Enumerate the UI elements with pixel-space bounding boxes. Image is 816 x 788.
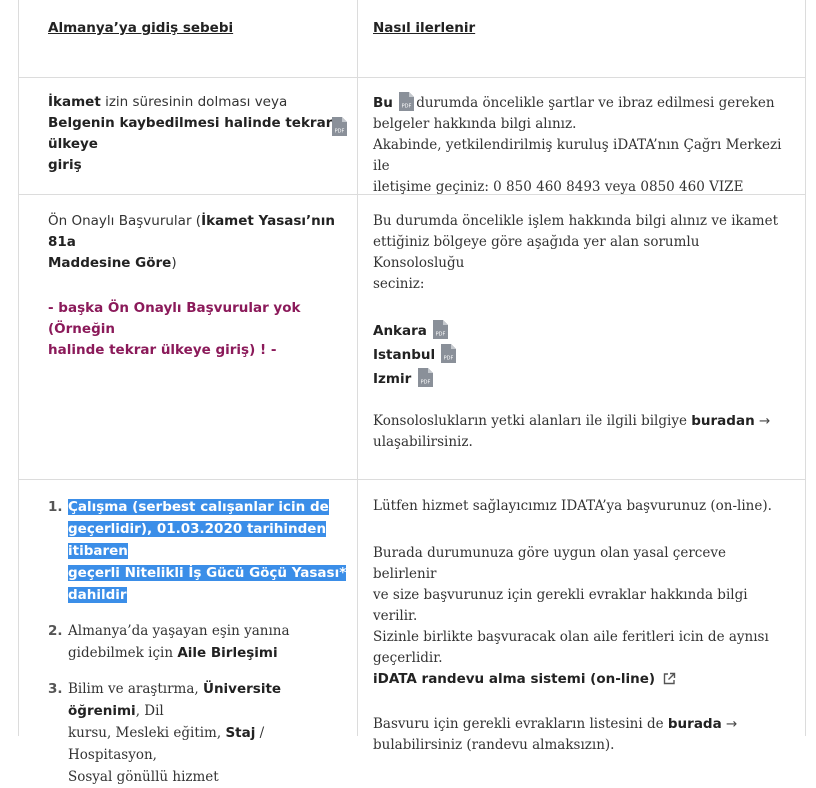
idata-appointment-link[interactable]: iDATA randevu alma sistemi (on-line) [373, 671, 656, 687]
external-link-icon[interactable] [663, 671, 676, 692]
svg-text:PDF: PDF [435, 331, 446, 338]
documents-link[interactable]: burada [667, 716, 722, 732]
list-item: 1. Çalışma (serbest calışanlar icin de geçerlidir), 01.03.2020 tarihinden itibaren geçerli Nitelikli İş Gücü Göçü Yasası* dahildir [48, 499, 347, 603]
city-izmir[interactable]: Izmir [373, 371, 412, 387]
city-ankara[interactable]: Ankara [373, 323, 427, 339]
row1-reason: İkamet izin süresinin dolması veya Belgenin kaybedilmesi halinde tekrar ülkeye PDF giriş [48, 92, 344, 176]
row3-how: Lütfen hizmet sağlayıcımız IDATA’ya başvurunuz (on-line). Burada durumunuza göre uygun olan yasal çerceve belirlenir ve size başvurunuz için gerekli evraklar hakkında bilgi verilir. Sizinle birlikte başvuracak olan aile feritleri icin de aynısı geçerlidir. iDATA randevu alma sistemi (on-line) Basvuru için gerekli evrakların listesini de burada → bulabilirsiniz (randevu almaksızın). [373, 498, 772, 753]
city-istanbul[interactable]: Istanbul [373, 347, 436, 363]
header-how: Nasıl ilerlenir [373, 20, 476, 36]
pdf-icon[interactable] [441, 344, 456, 363]
header-reason: Almanya’ya gidiş sebebi [48, 20, 234, 36]
pdf-icon[interactable] [418, 368, 433, 387]
row2-how: Bu durumda öncelikle işlem hakkında bilgi alınız ve ikamet ettiğiniz bölgeye göre aşağıda yer alan sorumlu Konsolosluğu seciniz: Ankara PDF Istanbul PDF Izmir PDF Konsoloslukların yetki alanları ile ilgili bilgiye buradan → ulaşabilirsiniz. [373, 213, 778, 450]
pdf-icon[interactable] [332, 117, 347, 136]
table-row [19, 480, 805, 785]
svg-text:PDF: PDF [420, 379, 430, 386]
svg-text:PDF: PDF [334, 128, 345, 135]
table-header-row [19, 0, 805, 78]
residence-bold: İkamet [48, 94, 101, 110]
info-table [18, 0, 806, 785]
arrow-right-icon: → [758, 413, 771, 429]
table-row [19, 78, 805, 195]
consulate-link[interactable]: buradan [691, 413, 755, 429]
arrow-right-icon: → [726, 716, 738, 732]
row3-reason [48, 496, 348, 788]
list-item: 3. Bilim ve araştırma, Üniversite öğrenimi, Dil kursu, Mesleki eğitim, Staj / Hospitasyon, Sosyal gönüllü hizmet [48, 681, 282, 785]
note-purple: - başka Ön Onaylı Başvurular yok (Örneğin [48, 300, 301, 337]
svg-text:PDF: PDF [401, 103, 412, 110]
row2-reason: Ön Onaylı Başvurular (İkamet Yasası’nın 81a Maddesine Göre) - başka Ön Onaylı Başvurular yok (Örneğin halinde tekrar ülkeye giriş) ! - [48, 211, 344, 361]
svg-text:PDF: PDF [444, 355, 454, 362]
row1-how: Bu PDF durumda öncelikle şartlar ve ibraz edilmesi gereken belgeler hakkında bilgi alınız. Akabinde, yetkilendirilmiş kuruluş iDATA’nın Çağrı Merkezi ile iletişime geçiniz: 0 850 460 8493 veya 0850 460 VIZE [373, 92, 783, 198]
list-item: 2. Almanya’da yaşayan eşin yanına gidebilmek için Aile Birleşimi [48, 623, 290, 661]
table-row [19, 195, 805, 480]
pdf-icon[interactable] [433, 320, 448, 339]
pdf-icon[interactable] [399, 92, 414, 111]
